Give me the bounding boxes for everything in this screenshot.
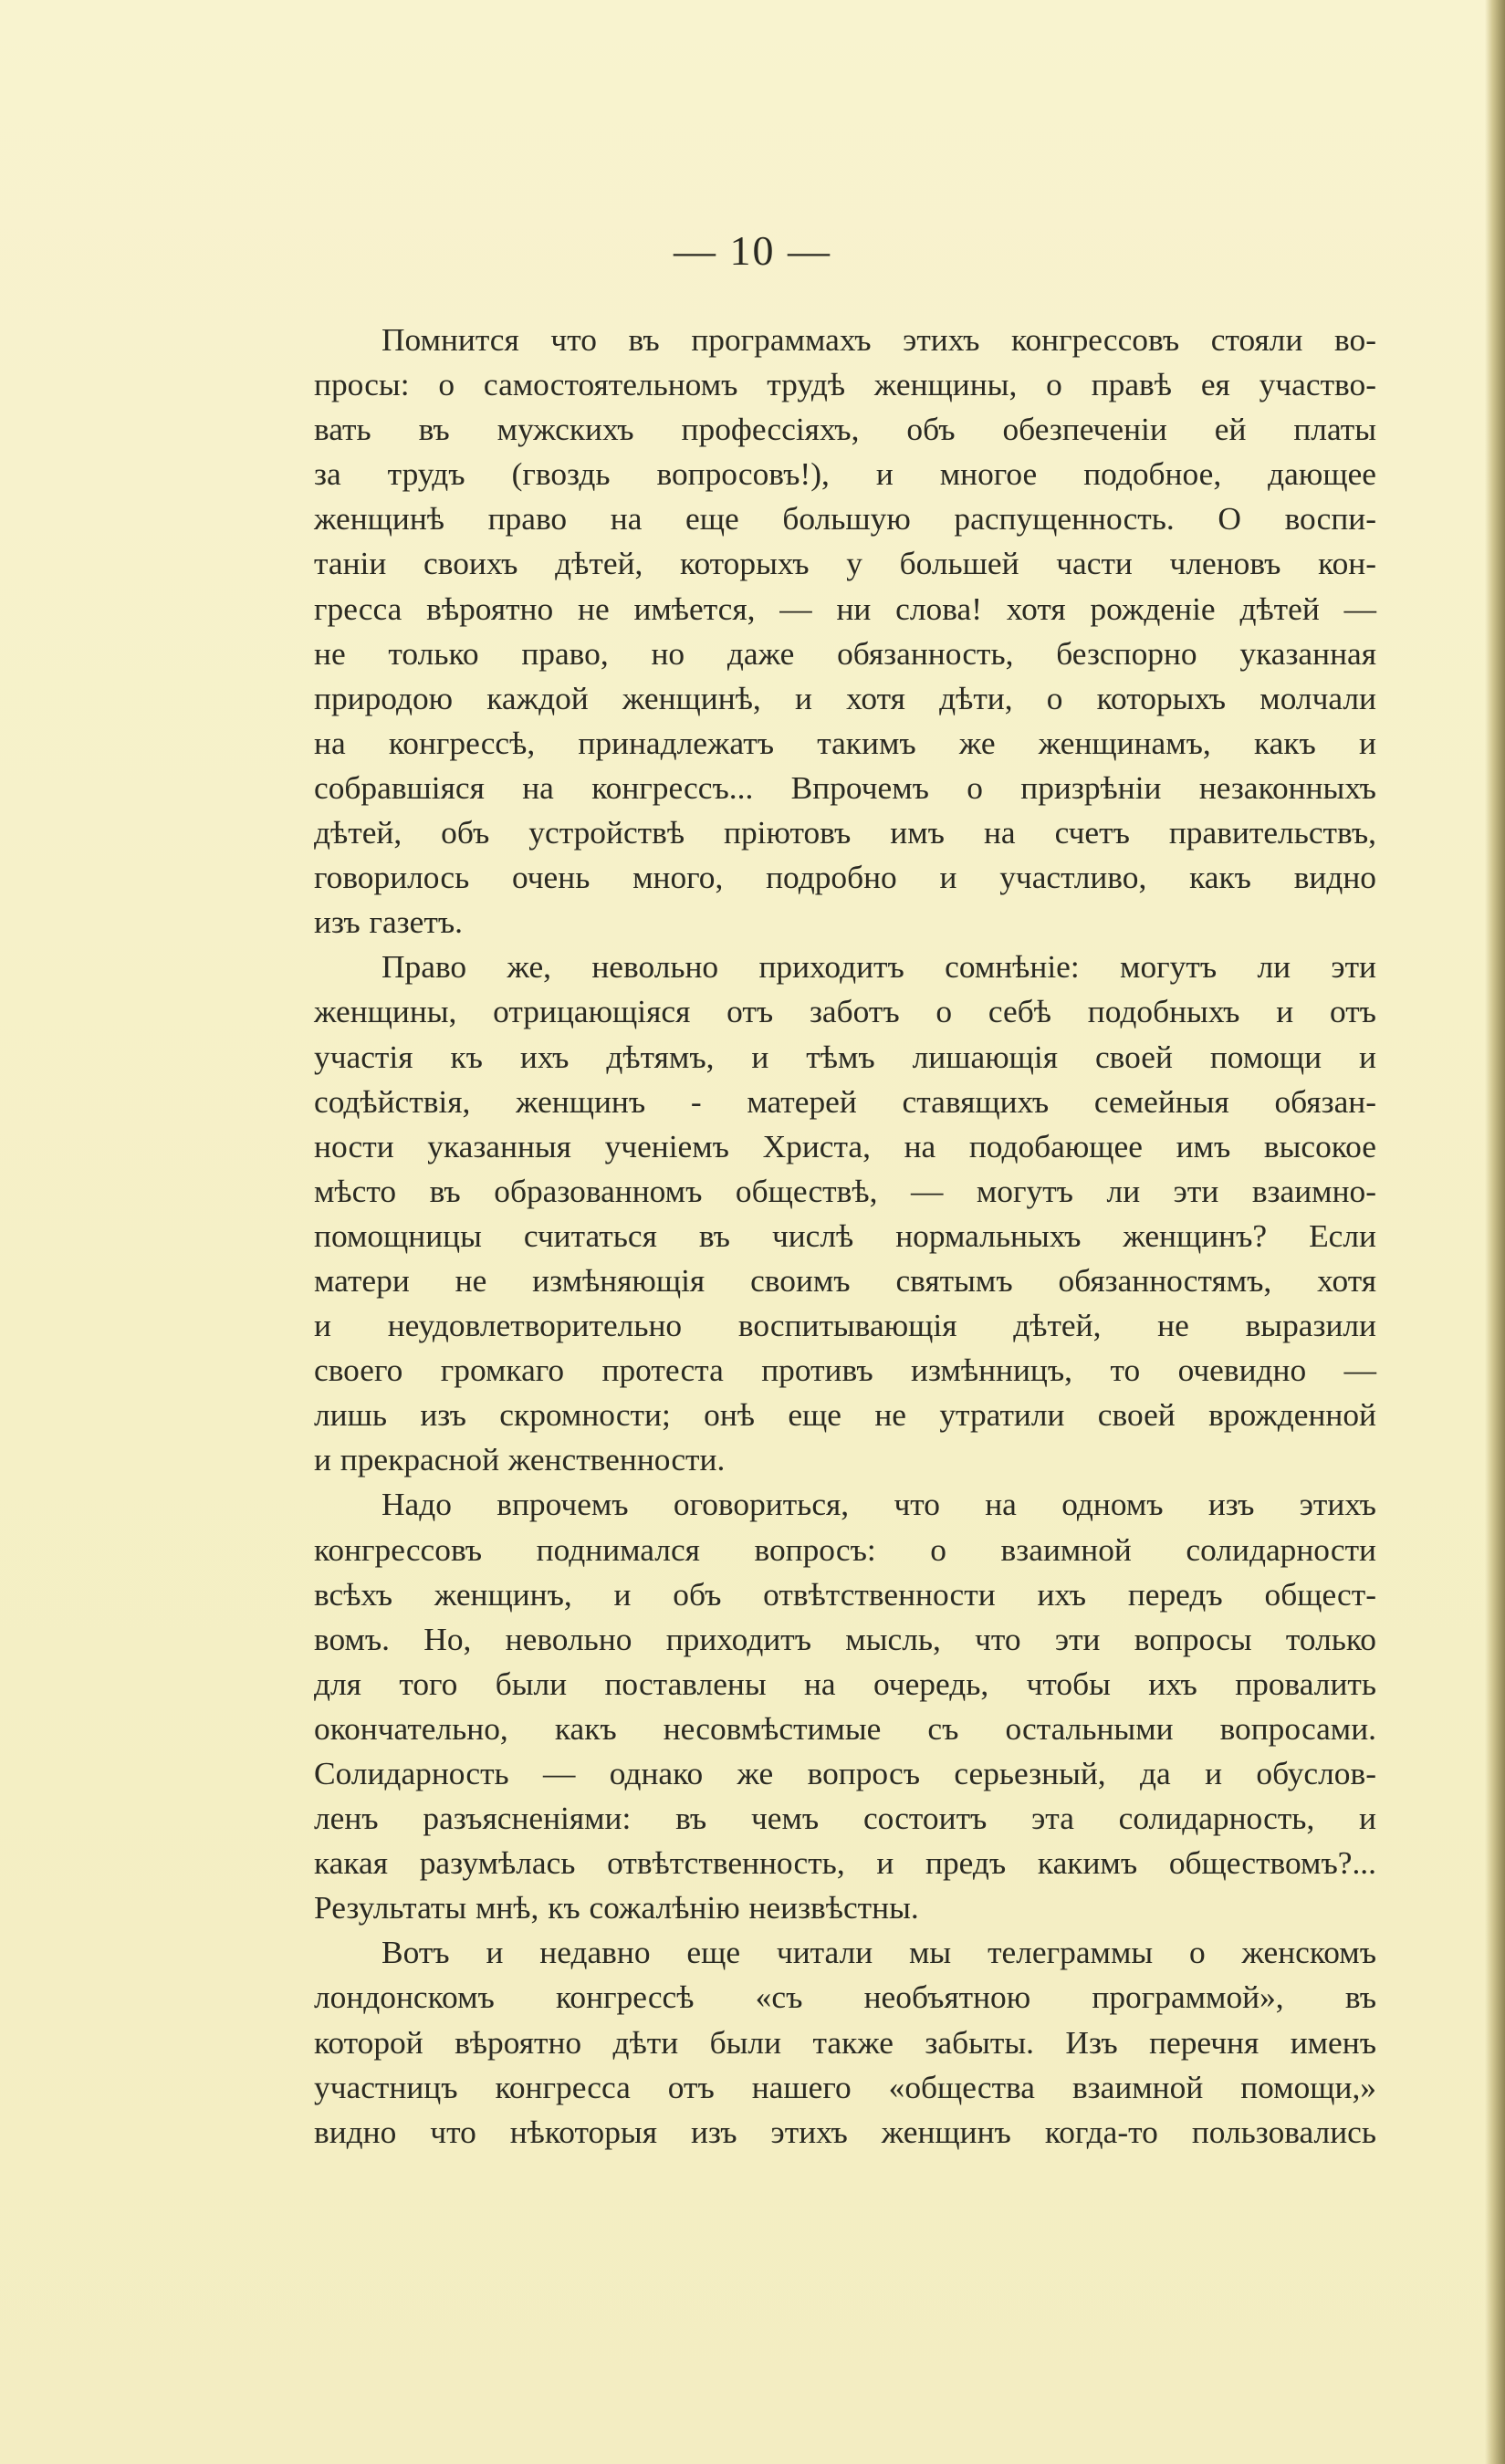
text-line: которой вѣроятно дѣти были также забыты. Изъ перечня именъ <box>314 2023 1376 2061</box>
text-line: лондонскомъ конгрессѣ «съ необъятною программой», въ <box>314 1979 1376 2016</box>
text-line: участницъ конгресса отъ нашего «общества взаимной помощи,» <box>314 2068 1376 2105</box>
text-line: женщинѣ право на еще большую распущенность. О воспи- <box>314 500 1376 538</box>
text-line: содѣйствія, женщинъ - матерей ставящихъ семейныя обязан- <box>314 1082 1376 1120</box>
text-line: Солидарность — однако же вопросъ серьезный, да и обуслов- <box>314 1755 1376 1791</box>
text-line: таніи своихъ дѣтей, которыхъ у большей части членовъ кон- <box>314 545 1376 582</box>
text-line: конгрессовъ поднимался вопросъ: о взаимной солидарности <box>314 1530 1376 1568</box>
paragraph-2 <box>314 945 1376 1482</box>
text-line: Помнится что въ программахъ этихъ конгрессовъ стояли во- <box>381 321 1376 358</box>
text-line: ности указанныя ученіемъ Христа, на подобающее имъ высокое <box>314 1127 1376 1164</box>
text-line: для того были поставлены на очередь, чтобы ихъ провалить <box>314 1665 1376 1702</box>
text-line: ленъ разъясненіями: въ чемъ состоитъ эта солидарность, и <box>314 1800 1376 1837</box>
text-line: не только право, но даже обязанность, безспорно указанная <box>314 634 1376 672</box>
text-line: за трудъ (гвоздь вопросовъ!), и многое подобное, дающее <box>314 455 1376 493</box>
text-line: просы: о самостоятельномъ трудѣ женщины, о правѣ ея участво- <box>314 366 1376 403</box>
text-line: природою каждой женщинѣ, и хотя дѣти, о которыхъ молчали <box>314 679 1376 716</box>
text-line: матери не измѣняющія своимъ святымъ обязанностямъ, хотя <box>314 1261 1376 1299</box>
text-line: гресса вѣроятно не имѣется, — ни слова! хотя рожденіе дѣтей — <box>314 590 1376 627</box>
text-line: собравшіяся на конгрессъ... Впрочемъ о призрѣніи незаконныхъ <box>314 768 1376 806</box>
paragraph-1 <box>314 318 1376 945</box>
paragraph-4 <box>314 1930 1376 2154</box>
text-line: всѣхъ женщинъ, и объ отвѣтственности ихъ передъ общест- <box>314 1575 1376 1613</box>
page-edge-shadow <box>1485 0 1505 2464</box>
text-line: видно что нѣкоторыя изъ этихъ женщинъ когда-то пользовались <box>314 2113 1376 2150</box>
text-line: и неудовлетворительно воспитывающія дѣтей, не выразили <box>314 1307 1376 1344</box>
paragraph-3 <box>314 1482 1376 1930</box>
text-line: Право же, невольно приходитъ сомнѣніе: могутъ ли эти <box>381 948 1376 986</box>
text-line: лишь изъ скромности; онѣ еще не утратили своей врожденной <box>314 1396 1376 1434</box>
text-line: на конгрессѣ, принадлежатъ такимъ же женщинамъ, какъ и <box>314 724 1376 761</box>
text-line: окончательно, какъ несовмѣстимые съ остальными вопросами. <box>314 1709 1376 1747</box>
text-line: своего громкаго протеста противъ измѣнницъ, то очевидно — <box>314 1352 1376 1389</box>
text-line: вать въ мужскихъ профессіяхъ, объ обезпеченіи ей платы <box>314 411 1376 448</box>
body-text <box>314 318 1376 2155</box>
text-line: мѣсто въ образованномъ обществѣ, — могутъ ли эти взаимно- <box>314 1172 1376 1209</box>
text-line: изъ газетъ. <box>314 903 463 941</box>
text-line: Результаты мнѣ, къ сожалѣнію неизвѣстны. <box>314 1889 919 1926</box>
page-number: — 10 — <box>674 227 831 274</box>
text-line: Вотъ и недавно еще читали мы телеграммы о женскомъ <box>381 1934 1376 1971</box>
text-line: какая разумѣлась отвѣтственность, и предъ какимъ обществомъ?... <box>314 1844 1376 1882</box>
text-line: Надо впрочемъ оговориться, что на одномъ изъ этихъ <box>381 1486 1376 1523</box>
text-line: помощницы считаться въ числѣ нормальныхъ женщинъ? Если <box>314 1216 1376 1254</box>
text-line: говорилось очень много, подробно и участливо, какъ видно <box>314 859 1376 896</box>
text-line: и прекрасной женственности. <box>314 1441 726 1478</box>
text-line: вомъ. Но, невольно приходитъ мысль, что эти вопросы только <box>314 1620 1376 1657</box>
text-line: женщины, отрицающіяся отъ заботъ о себѣ подобныхъ и отъ <box>314 993 1376 1030</box>
text-line: дѣтей, объ устройствѣ пріютовъ имъ на счетъ правительствъ, <box>314 814 1376 851</box>
text-line: участія къ ихъ дѣтямъ, и тѣмъ лишающія своей помощи и <box>314 1038 1376 1075</box>
